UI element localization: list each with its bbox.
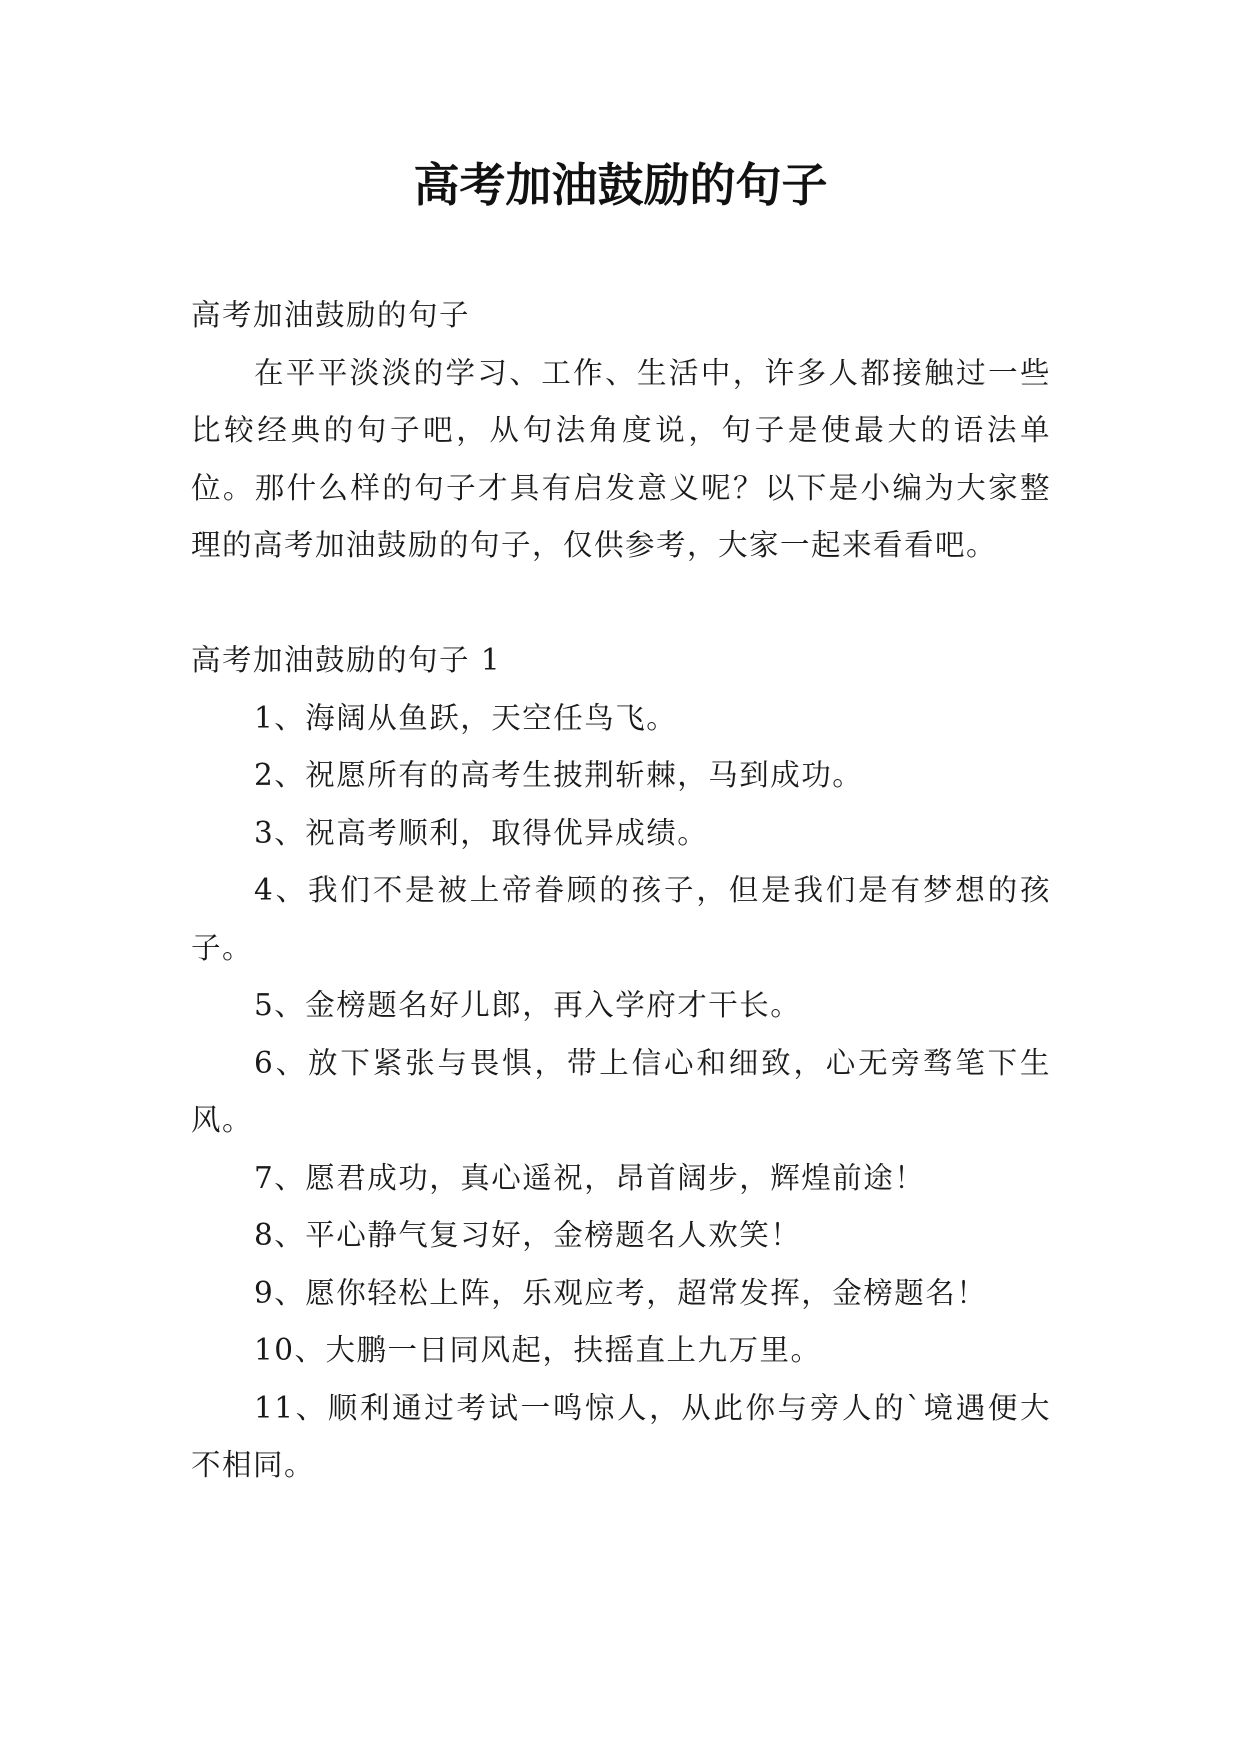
list-item: 9、愿你轻松上阵，乐观应考，超常发挥，金榜题名！ — [254, 1275, 988, 1310]
paragraph-spacer — [191, 575, 1051, 633]
list-item: 10、大鹏一日同风起，扶摇直上九万里。 — [254, 1333, 822, 1367]
list-item: 6、放下紧张与畏惧，带上信心和细致，心无旁骛笔下生风。 — [191, 1045, 1051, 1137]
document-title: 高考加油鼓励的句子 — [413, 158, 828, 212]
list-item: 5、金榜题名好儿郎，再入学府才干长。 — [254, 988, 802, 1022]
list-item: 7、愿君成功，真心遥祝，昂首阔步，辉煌前途！ — [254, 1160, 926, 1195]
list-item: 2、祝愿所有的高考生披荆斩棘，马到成功。 — [254, 758, 864, 792]
intro-paragraph: 在平平淡淡的学习、工作、生活中，许多人都接触过一些比较经典的句子吧，从句法角度说，句子是使最大的语法单位。那什么样的句子才具有启发意义呢？以下是小编为大家整理的高考加油鼓励的句子，仅供参考，大家一起来看看吧。 — [191, 355, 1051, 562]
subtitle: 高考加油鼓励的句子 — [191, 298, 471, 332]
list-item: 8、平心静气复习好，金榜题名人欢笑！ — [254, 1218, 802, 1252]
section-heading: 高考加油鼓励的句子 1 — [191, 643, 502, 677]
list-item: 4、我们不是被上帝眷顾的孩子，但是我们是有梦想的孩子。 — [191, 873, 1051, 965]
list-item: 3、祝高考顺利，取得优异成绩。 — [254, 815, 709, 850]
list-item: 11、顺利通过考试一鸣惊人，从此你与旁人的`境遇便大不相同。 — [191, 1390, 1051, 1482]
document-body — [191, 287, 1051, 1495]
list-item: 1、海阔从鱼跃，天空任鸟飞。 — [254, 700, 678, 735]
